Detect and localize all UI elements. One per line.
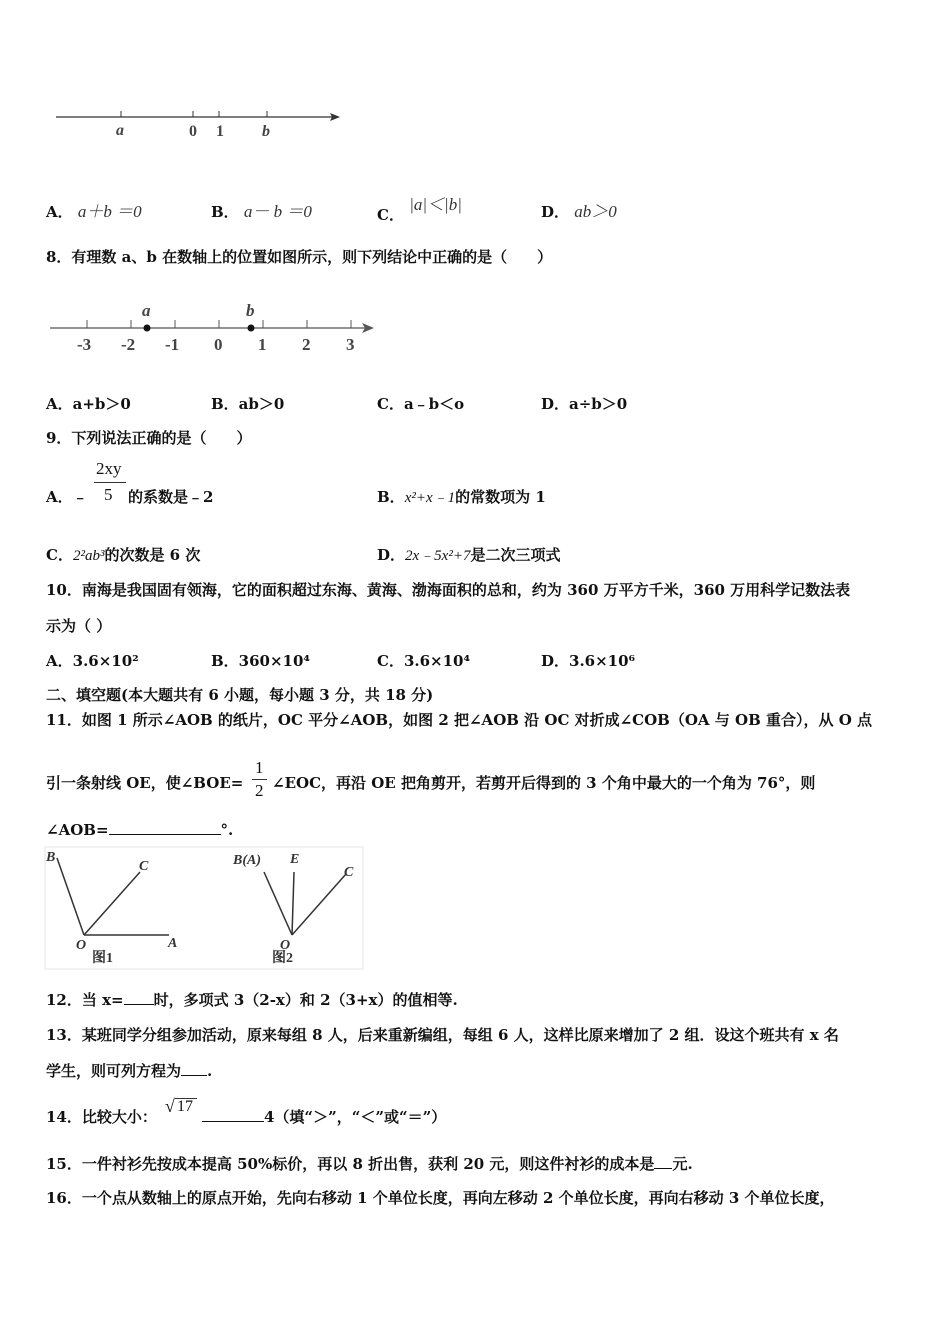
q11-line2-post: ∠EOC，再沿 OE 把角剪开，若剪开后得到的 3 个角中最大的一个角为 76°，则 bbox=[272, 774, 816, 792]
q13-line1: 13．某班同学分组参加活动，原来每组 8 人，后来重新编组，每组 6 人，这样比原来增加了 2 组．设这个班共有 x 名 bbox=[46, 1026, 839, 1044]
q8-stem: 8．有理数 a、b 在数轴上的位置如图所示，则下列结论中正确的是（ ） bbox=[46, 248, 553, 266]
q8-point-b bbox=[248, 325, 255, 332]
q7-option-d: D． ab＞0 bbox=[541, 202, 617, 221]
q10-option-d: D．3.6×10⁶ bbox=[541, 652, 636, 670]
q14-radicand: 17 bbox=[177, 1098, 193, 1115]
fig1-label-o: O bbox=[76, 938, 87, 953]
q11-figures bbox=[44, 846, 364, 971]
q8-option-c: C．a﹣b＜o bbox=[377, 395, 465, 413]
q10-option-b: B．360×10⁴ bbox=[211, 652, 311, 670]
q7-nl-label-1: 1 bbox=[216, 123, 224, 140]
q11-line2-pre: 引一条射线 OE，使∠BOE= bbox=[46, 774, 244, 792]
q8-tick-label: 2 bbox=[302, 335, 311, 354]
q11-fraction-denominator: 2 bbox=[255, 781, 264, 800]
q7-nl-label-a: a bbox=[116, 122, 124, 139]
q7-option-a: A． a＋b ＝0 bbox=[46, 202, 142, 221]
q7-option-b: B． a－ b ＝0 bbox=[211, 202, 312, 221]
q8-label-a: a bbox=[142, 301, 151, 320]
q8-tick-label: 3 bbox=[346, 335, 355, 354]
q10-option-c: C．3.6×10⁴ bbox=[377, 652, 471, 670]
q9-option-a-text: 的系数是﹣2 bbox=[128, 488, 214, 506]
q8-option-a: A．a+b＞0 bbox=[46, 395, 131, 413]
q12-answer-blank bbox=[124, 1004, 154, 1005]
q9-option-a-label: A．﹣ bbox=[46, 488, 88, 506]
q9-stem: 9．下列说法正确的是（ ） bbox=[46, 429, 252, 447]
fig2-label-c: C bbox=[344, 865, 354, 880]
q11-fraction-numerator: 1 bbox=[255, 758, 264, 777]
sqrt-icon: √ bbox=[165, 1096, 175, 1116]
fig2-label-o: O bbox=[280, 938, 291, 953]
q8-tick-label: -2 bbox=[121, 335, 136, 354]
q10-option-a: A．3.6×10² bbox=[46, 652, 139, 670]
fig2-label-ba: B(A) bbox=[233, 853, 261, 868]
q8-label-b: b bbox=[246, 301, 255, 320]
section-heading: 二、填空题(本大题共有 6 小题，每小题 3 分，共 18 分) bbox=[46, 686, 434, 704]
q9-option-d: D．2x﹣5x²+7是二次三项式 bbox=[377, 546, 561, 564]
fig1-caption: 图1 bbox=[92, 951, 113, 966]
fig1-label-b: B bbox=[46, 850, 56, 865]
q8-option-b: B．ab＞0 bbox=[211, 395, 285, 413]
q9-option-c: C．2²ab³的次数是 6 次 bbox=[46, 546, 201, 564]
q7-nl-label-0: 0 bbox=[189, 123, 197, 140]
q10-stem-line1: 10．南海是我国固有领海，它的面积超过东海、黄海、渤海面积的总和，约为 360 万平方千米，360 万用科学记数法表 bbox=[46, 581, 851, 599]
q16-line1: 16．一个点从数轴上的原点开始，先向右移动 1 个单位长度，再向左移动 2 个单位长度，再向右移动 3 个单位长度， bbox=[46, 1189, 835, 1207]
fig1-label-c: C bbox=[139, 859, 149, 874]
q8-tick-label: 0 bbox=[214, 335, 223, 354]
q8-tick-label: 1 bbox=[258, 335, 267, 354]
q14-answer-blank bbox=[202, 1121, 264, 1122]
q7-nl-label-b: b bbox=[262, 123, 270, 140]
q8-option-d: D．a÷b＞0 bbox=[541, 395, 628, 413]
q11-line1: 11．如图 1 所示∠AOB 的纸片，OC 平分∠AOB，如图 2 把∠AOB 沿 OC 对折成∠COB（OA 与 OB 重合），从 O 点 bbox=[46, 711, 872, 729]
q8-number-line bbox=[46, 298, 386, 358]
q13-line2: 学生，则可列方程为 . bbox=[46, 1062, 213, 1080]
q15: 15．一件衬衫先按成本提高 50%标价，再以 8 折出售，获利 20 元，则这件衬衫的成本是 元. bbox=[46, 1155, 693, 1173]
q8-point-a bbox=[144, 325, 151, 332]
q14-pre: 14．比较大小： bbox=[46, 1108, 157, 1126]
q11-answer-blank bbox=[109, 834, 221, 835]
q7-option-c: C． |a|＜|b| bbox=[377, 195, 462, 224]
q9-option-b: B．x²+x﹣1的常数项为 1 bbox=[377, 488, 546, 506]
q10-stem-line2: 示为（ ） bbox=[46, 617, 112, 635]
fig2-caption: 图2 bbox=[272, 951, 293, 966]
q11-fraction-bar bbox=[252, 779, 267, 780]
q11-line3: ∠AOB= °. bbox=[46, 821, 234, 839]
q7-number-line bbox=[50, 100, 350, 145]
q15-answer-blank bbox=[654, 1168, 672, 1169]
q13-answer-blank bbox=[181, 1075, 207, 1076]
q8-tick-label: -3 bbox=[77, 335, 92, 354]
q9-fraction-denominator: 5 bbox=[104, 485, 113, 504]
q9-fraction-bar bbox=[94, 482, 126, 483]
q14-rest: 4（填“＞”，“＜”或“＝”） bbox=[202, 1106, 446, 1127]
q8-tick-label: -1 bbox=[165, 335, 180, 354]
q9-fraction-numerator: 2xy bbox=[96, 459, 122, 478]
q12: 12．当 x= 时，多项式 3（2-x）和 2（3+x）的值相等. bbox=[46, 991, 458, 1009]
fig1-label-a: A bbox=[168, 936, 178, 951]
fig2-label-e: E bbox=[290, 852, 300, 867]
